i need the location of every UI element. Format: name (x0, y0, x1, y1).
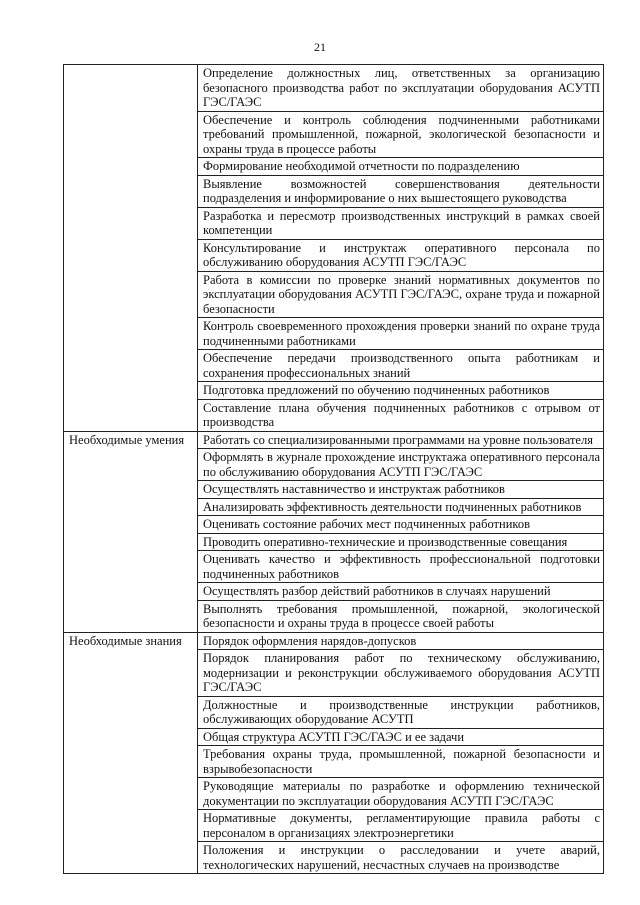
table-cell: Порядок оформления нарядов-допусков (198, 632, 604, 650)
table-cell: Формирование необходимой отчетности по подразделению (198, 158, 604, 176)
table-cell: Руководящие материалы по разработке и оформлению технической документации по эксплуатации оборудования АСУТП ГЭС/ГАЭС (198, 778, 604, 810)
table-cell: Порядок планирования работ по техническому обслуживанию, модернизации и реконструкции обслуживаемого оборудования АСУТП ГЭС/ГАЭС (198, 650, 604, 697)
table-cell: Обеспечение передачи производственного опыта работникам и сохранения профессиональных знаний (198, 350, 604, 382)
table-cell: Проводить оперативно-технические и производственные совещания (198, 533, 604, 551)
table-cell: Анализировать эффективность деятельности подчиненных работников (198, 498, 604, 516)
table-cell: Требования охраны труда, промышленной, пожарной безопасности и взрывобезопасности (198, 746, 604, 778)
table-cell: Разработка и пересмотр производственных инструкций в рамках своей компетенции (198, 207, 604, 239)
table-cell: Работа в комиссии по проверке знаний нормативных документов по эксплуатации оборудования АСУТП ГЭС/ГАЭС, охране труда и пожарной безопасности (198, 271, 604, 318)
table-cell: Осуществлять наставничество и инструктаж работников (198, 481, 604, 499)
table-cell: Должностные и производственные инструкции работников, обслуживающих оборудование АСУТП (198, 696, 604, 728)
table-cell: Обеспечение и контроль соблюдения подчиненными работниками требований промышленной, пожарной, экологической безопасности и охраны труда в процессе работы (198, 111, 604, 158)
page-number: 21 (314, 40, 326, 54)
section-label (64, 65, 198, 432)
table-cell: Выполнять требования промышленной, пожарной, экологической безопасности и охраны труда в процессе своей работы (198, 600, 604, 632)
section-label: Необходимые умения (64, 431, 198, 632)
table-row (64, 65, 604, 112)
table-cell: Консультирование и инструктаж оперативного персонала по обслуживанию оборудования АСУТП ГЭС/ГАЭС (198, 239, 604, 271)
table-cell: Положения и инструкции о расследовании и учете аварий, технологических нарушений, несчастных случаев на производстве (198, 842, 604, 874)
table-cell: Оценивать качество и эффективность профессиональной подготовки подчиненных работников (198, 551, 604, 583)
section-label: Необходимые знания (64, 632, 198, 874)
table-cell: Работать со специализированными программами на уровне пользователя (198, 431, 604, 449)
table-cell: Общая структура АСУТП ГЭС/ГАЭС и ее задачи (198, 728, 604, 746)
table-cell: Нормативные документы, регламентирующие правила работы с персоналом в организациях электроэнергетики (198, 810, 604, 842)
table-row (64, 431, 604, 449)
table-cell: Контроль своевременного прохождения проверки знаний по охране труда подчиненными работниками (198, 318, 604, 350)
table-cell: Подготовка предложений по обучению подчиненных работников (198, 382, 604, 400)
table-cell: Выявление возможностей совершенствования деятельности подразделения и информирование о них вышестоящего руководства (198, 175, 604, 207)
table-cell: Осуществлять разбор действий работников в случаях нарушений (198, 583, 604, 601)
table-cell: Оформлять в журнале прохождение инструктажа оперативного персонала по обслуживанию оборудования АСУТП ГЭС/ГАЭС (198, 449, 604, 481)
competency-table (63, 64, 604, 874)
table-cell: Составление плана обучения подчиненных работников с отрывом от производства (198, 399, 604, 431)
table-cell: Определение должностных лиц, ответственных за организацию безопасного производства работ по эксплуатации оборудования АСУТП ГЭС/ГАЭС (198, 65, 604, 112)
table-row (64, 632, 604, 650)
table-cell: Оценивать состояние рабочих мест подчиненных работников (198, 516, 604, 534)
